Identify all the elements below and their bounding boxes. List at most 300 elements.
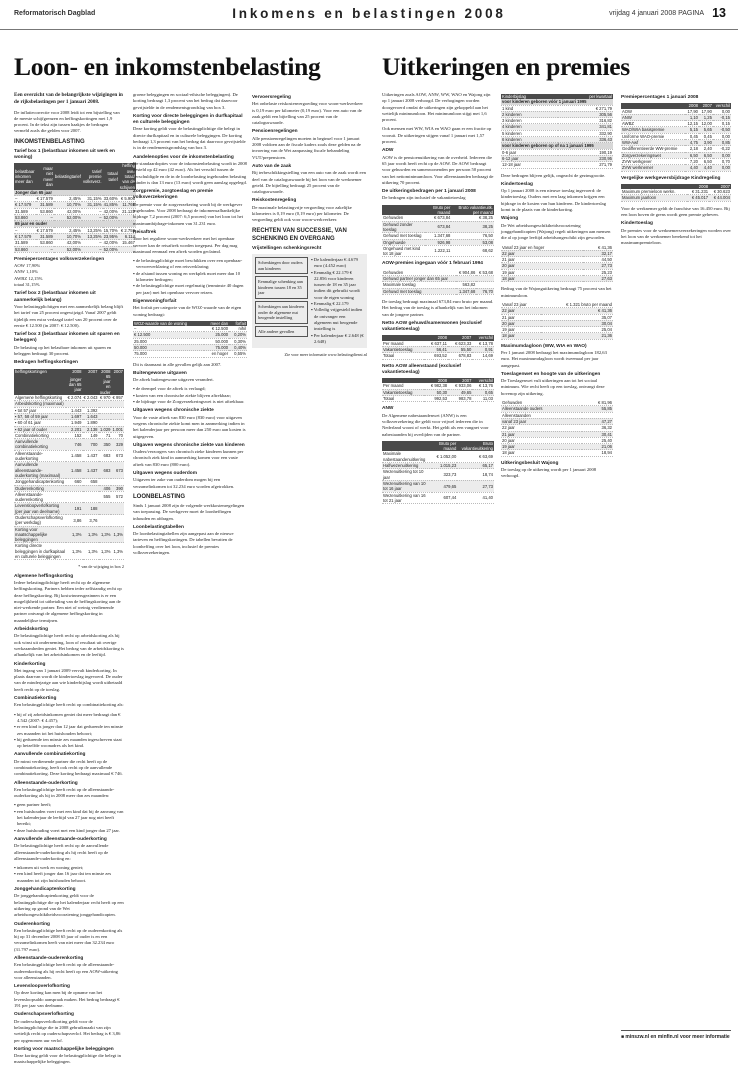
table-cell: 1.392 bbox=[83, 407, 99, 413]
table-cell: WAO/WIA basispremie bbox=[621, 127, 685, 133]
subheading: Combinatiekorting bbox=[14, 696, 57, 702]
premium-name: totaal bbox=[14, 282, 26, 288]
table-cell: 41,85% bbox=[103, 202, 118, 208]
table-cell: 0,85 bbox=[713, 140, 731, 146]
premium-list bbox=[14, 263, 124, 288]
netto-aow-table bbox=[382, 335, 494, 359]
list-item: ▪ inkomen uit werk en woning geniet; bbox=[14, 865, 84, 871]
bullet-list bbox=[14, 802, 124, 833]
paragraph: Een belastingplichtige heeft recht op de alleenstaande-ouderkorting als hij in 2008 meer dan zes maanden: bbox=[14, 786, 115, 799]
table-cell: 1.015,23 bbox=[432, 463, 457, 469]
table-header-cell: verschil bbox=[472, 378, 494, 383]
table-cell: 188 bbox=[83, 503, 99, 515]
paragraph: Uitkeringen zoals AOW, ANW, WW, WAO en Wajong zijn op 1 januari 2008 verhoogd. De verhogingen worden doorgevoerd omdat de uitkeringen zijn gekoppeld aan het wettelijk minimumloon. Het minimumloon stijgt met 1,6 procent. bbox=[382, 92, 491, 123]
table-cell: 25,23 bbox=[583, 269, 613, 275]
paragraph: Ook mensen met WW, WIA en WAO gaan er een fractie op vooruit. De uitkeringen stijgen vanaf 1 januari met 1,57 procent. bbox=[382, 126, 492, 145]
table-cell: 44,50 bbox=[583, 257, 613, 263]
table-cell: 2,45% bbox=[54, 196, 82, 202]
paragraph: Uitgaven ter zake van ouderdom mogen bij een verzamelinkomen tot 32.234 euro worden afgetrokken. bbox=[133, 477, 235, 489]
table-cell: 1.029 bbox=[100, 426, 111, 432]
table-row bbox=[501, 333, 613, 339]
table-cell: Vakantietoeslag bbox=[382, 346, 424, 352]
table-cell: 152 bbox=[66, 432, 82, 438]
table-cell: Vanaf 23 jaar bbox=[501, 302, 541, 308]
table-cell: Gehuwd met toeslag bbox=[382, 233, 425, 239]
wajong-table-2 bbox=[501, 302, 613, 340]
table-cell: 658 bbox=[83, 479, 99, 485]
kinderbijslag-table bbox=[501, 94, 613, 169]
table-cell: – bbox=[36, 246, 54, 252]
table-cell: – bbox=[82, 215, 103, 221]
paragraph: De standaardopties voor de inkomstenbelasting wordt in 2008 gesteld op 42 euro (42 euro). Als het verschil tussen de verschuldigde en de in de loonbelasting ingehouden belasting minder is dan 13 euro (13 euro) wordt geen aanslag opgelegd. bbox=[133, 160, 247, 185]
table-cell: ▪ 57, 58 of 59 jaar bbox=[14, 413, 66, 419]
table-cell: -0,50 bbox=[713, 127, 731, 133]
table-cell: 13,25% bbox=[82, 233, 103, 239]
table-header-cell: 2008 bbox=[99, 369, 112, 374]
aow-table-2 bbox=[382, 270, 494, 295]
table-cell: Arbeidskorting (maximaal) bbox=[14, 401, 66, 407]
page-footer bbox=[0, 1054, 738, 1068]
table-footnote: * van de wijziging in box 2 bbox=[78, 564, 124, 570]
table-cell: 6,50 bbox=[699, 152, 713, 158]
table-cell: 20 jaar bbox=[501, 320, 541, 326]
table-cell: € 5.906 bbox=[119, 196, 136, 202]
subheading: Korting voor directe beleggingen in durfkapitaal en culturele beleggingen bbox=[133, 113, 243, 126]
table-cell: € 1.052,00 bbox=[432, 451, 457, 462]
info-footnote: Zie voor meer informatie www.belastingdienst.nl bbox=[284, 352, 367, 358]
table-cell: 673,84 bbox=[425, 221, 451, 233]
paragraph: Het forfait per categorie van de WOZ-waarde van de eigen woning bedraagt: bbox=[133, 305, 242, 317]
table-row bbox=[382, 396, 494, 402]
subheading: Pensioenregelingen bbox=[252, 129, 298, 135]
table-row bbox=[501, 276, 613, 282]
bullet-list bbox=[133, 386, 247, 405]
table-cell: 1.222,11 bbox=[425, 245, 451, 257]
subheading: ANW bbox=[382, 406, 394, 412]
table-cell: 563,82 bbox=[456, 282, 476, 288]
subheading: Uitkeringsbesluit Wajong bbox=[501, 460, 559, 466]
woz-table bbox=[133, 321, 247, 358]
table-cell: 12,00 bbox=[699, 121, 713, 127]
table-cell: Korting voor maatschappelijke beleggingen bbox=[14, 526, 66, 543]
paragraph: Dit is daarnaast in alle gevallen gelijk aan 2007. bbox=[133, 361, 222, 367]
table-row bbox=[14, 395, 124, 401]
table-header-cell: verschil bbox=[472, 335, 494, 340]
table-cell: 12-18 jaar bbox=[501, 162, 558, 168]
wajong-table bbox=[501, 245, 613, 283]
paragraph: De Algemene nabestaandenwet (ANW) is een volksverzekering die geldt voor vrijwel iedereen die in Nederland woont of werkt. Het geldt als een vangnet voor nabestaanden bij overlijden van de partner. bbox=[382, 412, 489, 437]
table-cell: 18 jaar bbox=[501, 276, 583, 282]
table-header-cell: Kinderbijslag bbox=[501, 94, 558, 99]
table-subheader-cell bbox=[111, 374, 124, 395]
subheading: AOW-premies ingegaan vóór 1 februari 1994 bbox=[382, 261, 483, 267]
table-header-cell: 2008 bbox=[66, 369, 82, 374]
table-row bbox=[14, 491, 124, 503]
list-item: ▪ deze huishouding voert met een kind jonger dan 27 jaar. bbox=[14, 827, 120, 833]
table-cell: € 17.579 bbox=[14, 233, 36, 239]
subheading: Tarief box 3 (belastbaar inkomen uit sparen en beleggen) bbox=[14, 332, 120, 344]
list-item: ▪ de drempel voor de aftrek is verlaagd; bbox=[133, 386, 206, 392]
table-header-cell: Bruto per maand bbox=[432, 441, 457, 452]
subheading: Reiskostenregeling bbox=[252, 198, 297, 204]
paragraph: Een belastingplichtige heeft recht op combinatiekorting als: bbox=[14, 702, 124, 708]
table-cell: 1.643 bbox=[83, 413, 99, 419]
table-cell: 316,82 bbox=[558, 118, 613, 124]
table-cell: 341,81 bbox=[558, 124, 613, 130]
paragraph: De jonggehandicaptenkorting geldt voor de belastingplichtige die op het kalenderjaar recht heeft op een uitkering op grond van de Wet arbeidsongeschiktheidsvoorziening jonggehandicapten. bbox=[14, 893, 124, 918]
table-cell: 983,78 bbox=[448, 396, 472, 402]
premium-row bbox=[14, 282, 124, 288]
table-cell: 21 jaar bbox=[501, 314, 541, 320]
table-cell: Ongehuwd met kind tot 18 jaar bbox=[382, 245, 425, 257]
table-row bbox=[133, 351, 247, 357]
table-cell: nihil bbox=[229, 326, 247, 332]
table-cell: 3 kinderen bbox=[501, 118, 558, 124]
table-cell: € 673,84 bbox=[425, 215, 451, 221]
list-item: ▪ Eenmalig € 22.179 € 22.856 voor kinderen tussen de 18 en 35 jaar indien dit gebruikt wordt voor de eigen woning bbox=[311, 269, 360, 300]
table-cell: 926,98 bbox=[425, 239, 451, 245]
table-cell: 30,04 bbox=[541, 320, 613, 326]
table-cell: 1,3% bbox=[99, 526, 112, 543]
paragraph: De belastingplichtige heeft recht op de aanvullende alleenstaande-ouderkorting als hij recht heeft op de alleenstaande-ouderkorting en: bbox=[14, 843, 109, 861]
subheading: Korting voor maatschappelijke beleggingen bbox=[14, 1046, 114, 1052]
subheading: Alleenstaande-ouderenkorting bbox=[14, 956, 84, 961]
table-cell: 1,3% bbox=[66, 526, 82, 543]
table-cell: 1.437 bbox=[83, 462, 99, 479]
table-cell: Gehuwden bbox=[501, 400, 582, 406]
table-cell: -0,15 bbox=[713, 114, 731, 120]
table-cell: 19 jaar bbox=[501, 269, 583, 275]
table-header-cell: 2007 bbox=[699, 103, 713, 108]
table-cell: 42,00% bbox=[54, 240, 82, 246]
table-header-cell: heffingskortingen bbox=[14, 369, 66, 374]
list-item: ▪ geen partner heeft; bbox=[14, 802, 52, 808]
table-cell: Gehuwd met toeslag bbox=[382, 288, 456, 294]
subheading: Levensloopverlofkorting bbox=[14, 984, 70, 990]
table-cell: 36,32 bbox=[582, 425, 613, 431]
table-cell: Ouderschapsverlofkorting (per werkdag) bbox=[14, 515, 66, 527]
table-cell: 2,45% bbox=[54, 227, 82, 233]
table-cell: € 271,79 bbox=[558, 105, 613, 111]
table-header-cell: maar niet meer dan bbox=[36, 163, 54, 189]
table-cell: 52,00% bbox=[54, 215, 82, 221]
paragraph: Een belastingplichtige heeft recht op de ouderenkorting als hij op 31 december 2008 65 jaar of ouder is en een verzamelinkomen heeft van niet meer dan 32.234 euro (31.797 euro). bbox=[14, 927, 123, 952]
table-subheader-cell: 65 jaar en ouder bbox=[99, 373, 111, 395]
schenking-box bbox=[252, 254, 367, 348]
table-cell: € 41,36 bbox=[541, 308, 613, 314]
paragraph: De minst verdienende partner die recht heeft op de combinatiekorting, heeft ook recht op de aanvullende combinatiekorting. Deze korting bedraagt maximaal € 746. bbox=[14, 758, 123, 777]
table-cell: 17,90 bbox=[685, 109, 699, 115]
box-label: Eenmalige schenking aan kinderen tussen 18 en 35 jaar bbox=[255, 276, 308, 299]
table-cell: € 41,36 bbox=[583, 245, 613, 251]
table-header-cell: meer dan bbox=[204, 321, 229, 326]
table-cell: ▪ tot 57 jaar bbox=[14, 407, 66, 413]
table-cell: 191 bbox=[66, 503, 82, 515]
anw-table bbox=[382, 441, 494, 504]
page-header bbox=[0, 0, 738, 30]
premium-percentages-table bbox=[621, 103, 731, 171]
table-cell: 1.697 bbox=[66, 413, 82, 419]
table-cell: 1,10 bbox=[685, 114, 699, 120]
table-cell: 32,17 bbox=[583, 250, 613, 256]
table-cell: 47,27 bbox=[582, 418, 613, 424]
table-cell: 27,63 bbox=[583, 276, 613, 282]
table-cell: 2.138 bbox=[83, 426, 99, 432]
table-cell: € 31.231 bbox=[687, 189, 709, 195]
publication-name: Reformatorisch Dagblad bbox=[14, 10, 96, 17]
table-cell: -0,22 bbox=[713, 146, 731, 152]
table-cell bbox=[66, 491, 82, 503]
table-cell: 14,69 bbox=[472, 353, 494, 359]
table-cell: Alleenstaande-ouderkorting bbox=[14, 450, 66, 462]
table-cell: Aanvullende alleenstaande-ouderkorting (maximaal) bbox=[14, 462, 66, 479]
section-title: Inkomens en belastingen 2008 bbox=[232, 6, 506, 21]
table-cell: Wezenuitkering van 10 tot 16 jaar bbox=[382, 480, 432, 492]
page-number: 13 bbox=[712, 6, 726, 20]
list-item: ▪ de bijdrage voor de Zorgverzekeringswet is niet aftrekbaar. bbox=[133, 399, 245, 405]
table-row bbox=[382, 221, 494, 233]
table-cell: € 904,86 bbox=[456, 270, 476, 276]
table-cell: Maximale toeslag bbox=[382, 282, 456, 288]
subheading: Algemene heffingskorting bbox=[14, 573, 74, 579]
table-cell: 1.437 bbox=[83, 450, 99, 462]
table-header-cell: 2007 bbox=[448, 378, 472, 383]
aow-table bbox=[382, 205, 494, 258]
column-4 bbox=[382, 92, 494, 1027]
subheading: Wajong bbox=[501, 216, 519, 222]
table-cell: 15,70% bbox=[103, 227, 118, 233]
table-cell bbox=[111, 515, 124, 527]
paragraph: De bedragen zijn inclusief de vakantietoeslag bbox=[382, 195, 466, 201]
table-cell: 992,53 bbox=[424, 396, 448, 402]
list-item: ▪ Volledig vrijgesteld indien de ontvanger een algemeen nut beogende instelling is bbox=[311, 307, 363, 332]
table-cell: € 933,06 bbox=[448, 383, 472, 389]
subheading: Maximumdagloon (WW, WIA en WAO) bbox=[501, 343, 587, 349]
table-cell: 38,25 bbox=[451, 221, 494, 233]
table-group-label: 65 jaar en ouder bbox=[14, 221, 136, 227]
table-cell: 20 jaar bbox=[501, 263, 583, 269]
table-cell: 71 bbox=[99, 432, 112, 438]
subheading: Uitgaven wegens ouderdom bbox=[133, 471, 197, 477]
table-cell: 1.458 bbox=[66, 462, 82, 479]
table-cell: 68,62 bbox=[451, 245, 494, 257]
table-header-cell: 2007 bbox=[709, 184, 731, 189]
table-header-cell: 2008 bbox=[424, 378, 448, 383]
table-cell: 25.000 bbox=[204, 332, 229, 338]
table-cell: – bbox=[14, 227, 36, 233]
table-header-cell: Bruto per maand bbox=[425, 205, 451, 216]
table-cell: 20 jaar bbox=[501, 437, 582, 443]
table-row bbox=[382, 492, 494, 504]
table-cell: 17,90 bbox=[699, 109, 713, 115]
table-cell: 22 jaar bbox=[501, 308, 541, 314]
paragraph: Een belastingplichtige heeft recht op de alleenstaande-ouderenkorting als hij recht heeft op een AOW-uitkering voor alleenstaanden. bbox=[14, 962, 118, 980]
table-cell: 1.890 bbox=[83, 420, 99, 426]
table-cell: 31.589 bbox=[36, 233, 54, 239]
table-cell: 1,3% bbox=[111, 526, 124, 543]
table-cell: Uniforme WAO-premie bbox=[621, 133, 685, 139]
subheading: Kindertoeslag bbox=[501, 181, 533, 187]
table-cell: – bbox=[82, 246, 103, 252]
table-cell: € 81,96 bbox=[582, 400, 613, 406]
paragraph: De loonbelastingtabellen zijn aangepast aan de nieuwe tarieven en heffingskortingen. De tabellen bevatten de loonheffing over het loon, inclusief de premies volksverzekeringen. bbox=[133, 531, 234, 555]
table-cell: 2 kinderen bbox=[501, 111, 558, 117]
table-cell: en hoger bbox=[204, 351, 229, 357]
headline-loonbelasting: Loon- en inkomstenbelasting bbox=[14, 52, 321, 81]
table-header-cell: WOZ-waarde van de woning bbox=[133, 321, 204, 326]
table-cell: 27,73 bbox=[457, 480, 494, 492]
table-cell: 42,00% bbox=[103, 240, 118, 246]
lead-paragraph: Een overzicht van de belangrijkste wijzigingen in de rijksbelastingen per 1 januari 2008. bbox=[14, 92, 123, 105]
table-cell: 3,76 bbox=[83, 515, 99, 527]
table-subheader-cell: jonger dan 65 jaar bbox=[66, 374, 82, 395]
table-header-cell: forfait bbox=[229, 321, 247, 326]
table-row bbox=[621, 195, 731, 201]
list-item: ▪ De kalenderjaar € 4.679 euro (4.452 euro) bbox=[311, 256, 358, 269]
table-cell: 329 bbox=[111, 439, 124, 451]
table-cell: 0,30% bbox=[229, 338, 247, 344]
subheading: Kindertoeslag bbox=[621, 221, 653, 227]
paragraph: Voor de vaste aftrek van 830 euro (830 euro) voor uitgaven wegens chronische ziekte komt men in aanmerking indien in het kalenderjaar per persoon meer dan 250 euro aan kosten is uitgegeven. bbox=[133, 414, 246, 439]
table-cell: 53.860 bbox=[14, 246, 36, 252]
table-cell: 70 bbox=[111, 432, 124, 438]
table-header-cell: 2007 bbox=[111, 369, 124, 374]
table-cell: 65,17 bbox=[457, 463, 494, 469]
table-cell: 2,40 bbox=[699, 146, 713, 152]
table-cell: 21.122 bbox=[119, 208, 136, 214]
table-cell: Alleenstaanden bbox=[501, 412, 582, 418]
table-cell: 0,65 bbox=[472, 389, 494, 395]
table-cell: 1,3% bbox=[66, 543, 82, 560]
info-link[interactable] bbox=[621, 1030, 731, 1040]
table-cell: ZVW werkgever bbox=[621, 158, 685, 164]
table-cell: 53.860 bbox=[36, 208, 54, 214]
table-cell: Alleenstaande-ouderenkorting bbox=[14, 491, 66, 503]
subheading: Netto AOW alleenstaand (exclusief vakantietoeslag) bbox=[382, 363, 461, 375]
table-cell: 572 bbox=[111, 491, 124, 503]
table-cell: Aanvullende combinatiekorting bbox=[14, 439, 66, 451]
table-subheader-cell bbox=[14, 374, 66, 395]
table-cell: 49,65 bbox=[448, 389, 472, 395]
paragraph: Deze bedragen blijven gelijk, ongeacht de gezinsgrootte. bbox=[501, 172, 606, 178]
table-header-cell bbox=[382, 441, 432, 452]
table-cell: 683 bbox=[99, 462, 112, 479]
section-heading: RECHTEN VAN SUCCESSIE, VAN SCHENKING EN OVERGANG bbox=[252, 227, 347, 242]
table-cell: Gedifferentieerde WW-premie bbox=[621, 146, 685, 152]
table-group-label: voor kinderen geboren vóór 1 januari 1995 bbox=[501, 99, 613, 105]
table-cell: ▪ 62 jaar of ouder bbox=[14, 426, 66, 432]
table-cell: € 970 bbox=[100, 395, 111, 401]
table-cell: 4,40 bbox=[685, 165, 699, 171]
table-cell: 31,15% bbox=[82, 202, 103, 208]
table-cell: € 2.759 bbox=[119, 227, 136, 233]
table-cell: 1,25 bbox=[699, 114, 713, 120]
table-cell: 25.000 bbox=[133, 338, 204, 344]
subheading: Uitgaven wegens chronische ziekte van kinderen bbox=[133, 442, 245, 448]
table-row bbox=[382, 451, 494, 462]
subheading: Aanvullende alleenstaande-ouderkorting bbox=[14, 836, 107, 842]
table-header-cell: 2007 bbox=[83, 369, 99, 374]
table-cell: € 12.500 bbox=[204, 326, 229, 332]
subheading: Vervoersregeling bbox=[252, 95, 291, 100]
employer-contribution-table bbox=[621, 184, 731, 202]
table-cell: AWBZ bbox=[621, 121, 685, 127]
table-cell: 0-6 jaar bbox=[501, 149, 558, 155]
table-cell: Halfwezenuitkering bbox=[382, 463, 432, 469]
subheading: Premiepercentages volksverzekeringen bbox=[14, 256, 105, 262]
subheading: Vrijstellingen schenkingsrecht bbox=[252, 245, 322, 251]
table-cell: 18,74 bbox=[457, 469, 494, 481]
table-cell: 2,18 bbox=[685, 146, 699, 152]
paragraph: De aftrek buitengewone uitgaven verandert. bbox=[133, 377, 214, 383]
paragraph: Ouders/verzorgers van chronisch zieke kinderen kunnen per chronisch ziek kind in aanmerking komen voor een vaste aftrek van 830 euro (800 euro). bbox=[133, 449, 244, 467]
column-1 bbox=[14, 92, 135, 1065]
table-cell: 30,41 bbox=[582, 431, 613, 437]
table-cell: 6,50 bbox=[685, 152, 699, 158]
table-cell: € 12.500 bbox=[133, 332, 204, 338]
table-cell: Totaal bbox=[382, 353, 424, 359]
paragraph: Op deze korting kan men bij de opname van het levensloopsaldo aanspraak maken. Het bedrag bedraagt € 191 per jaar van deelname. bbox=[14, 990, 120, 1009]
table-cell: Maximale nabestaandenuitkering bbox=[382, 451, 432, 462]
table-cell: € 957 bbox=[112, 395, 123, 401]
table-cell: € 2.074 bbox=[67, 395, 82, 401]
table-cell: 22 jaar bbox=[501, 425, 582, 431]
table-row bbox=[14, 462, 124, 479]
table-cell: 4,75 bbox=[685, 140, 699, 146]
table-cell: 5,15 bbox=[685, 127, 699, 133]
table-cell: Ongehuwde bbox=[382, 239, 425, 245]
table-row bbox=[501, 450, 613, 456]
table-cell: Alleenstaande ouders bbox=[501, 406, 582, 412]
table-cell: € 982,38 bbox=[424, 383, 448, 389]
table-cell: 19 jaar bbox=[501, 444, 582, 450]
table-cell: 1,3% bbox=[111, 543, 124, 560]
table-row bbox=[14, 246, 136, 252]
tax-credits-table bbox=[14, 369, 124, 561]
subheading: Uitgaven wegens chronische ziekte bbox=[133, 408, 214, 414]
table-cell: 11.769 bbox=[119, 202, 136, 208]
table-cell: € 2.043 bbox=[83, 395, 98, 401]
table-cell: € 623,33 bbox=[448, 341, 472, 347]
table-cell: 1,3% bbox=[83, 526, 99, 543]
table-cell: 25,04 bbox=[541, 327, 613, 333]
table-cell: 10,70% bbox=[54, 202, 82, 208]
table-cell: 21 jaar bbox=[501, 431, 582, 437]
table-cell: 4,40 bbox=[699, 165, 713, 171]
table-cell: 53,08 bbox=[451, 239, 494, 245]
premium-value: 31,15% bbox=[25, 282, 40, 288]
table-cell: Algemene heffingskorting bbox=[14, 395, 66, 401]
table-cell: 31.589 bbox=[14, 208, 36, 214]
tax-bracket-table bbox=[14, 163, 136, 252]
table-cell: Gehuwden bbox=[382, 270, 456, 276]
paragraph: De toeslag op de uitkering wordt per 1 januari 2008 verhoogd. bbox=[501, 467, 597, 479]
table-cell: 52,00% bbox=[103, 215, 118, 221]
subheading: Reisaftrek bbox=[133, 229, 157, 235]
box-label: Schenkingen door ouders aan kinderen bbox=[255, 257, 308, 274]
table-cell: 6,50 bbox=[699, 158, 713, 164]
table-cell: 53.860 bbox=[36, 240, 54, 246]
list-item: ▪ een kind heeft jonger dan 16 jaar dat ten minste zes maanden tot zijn huishouden behoort. bbox=[14, 871, 112, 883]
paragraph: Per 1 januari 2008 bedraagt het maximumdagloon 182,63 euro. Het maximumdagloon wordt tweemaal per jaar aangepast. bbox=[501, 349, 607, 368]
table-cell: Gehuwd zonder toeslag bbox=[382, 221, 425, 233]
paragraph: Het onbelaste reiskostenvergoeding voor woon-werkverkeer is 0,19 euro per kilometer (0,19 euro). Voor een auto van de zaak geldt een bijtelling van 25 procent van de cataloguswaarde. bbox=[252, 101, 363, 126]
table-cell: 55,50 bbox=[448, 346, 472, 352]
table-header-cell: tarief premie volksverz. bbox=[82, 163, 103, 189]
table-cell: 0,45 bbox=[699, 133, 713, 139]
table-header-cell: 2008 bbox=[687, 184, 709, 189]
paragraph: AOW is de pensioenuitkering van de overheid. Iedereen die 65 jaar wordt heeft recht op de AOW. De AOW bedraagt voor gehuwden en samenwonenden per persoon 50 procent van het nettominimumloon. Voor alleenstaanden bedraagt de uitkering 70 procent. bbox=[382, 154, 494, 185]
